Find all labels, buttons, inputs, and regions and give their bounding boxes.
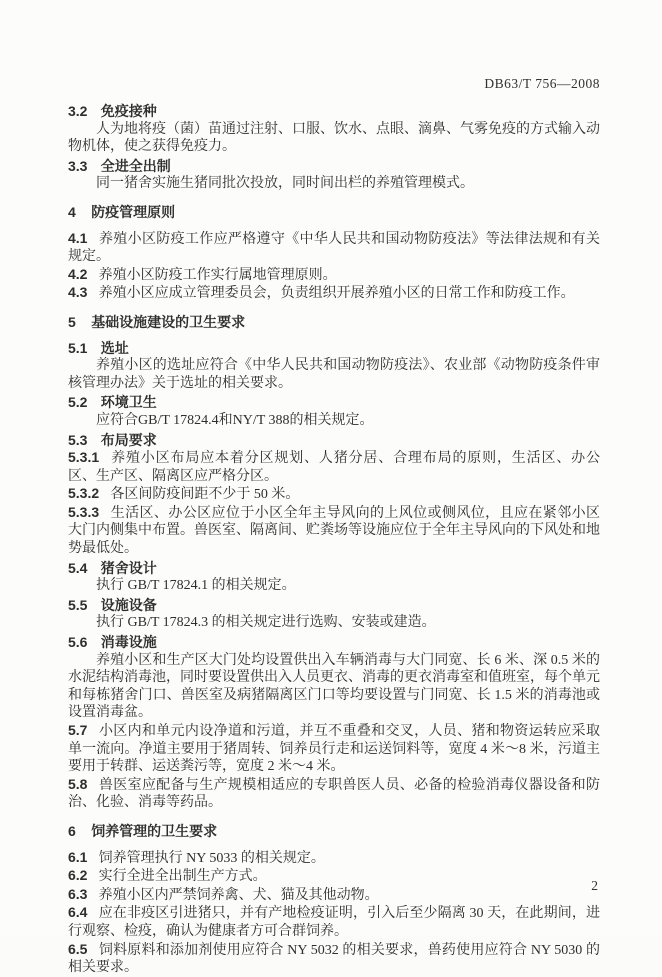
subheading-5-3: [68, 432, 600, 450]
clause-4-1: [68, 230, 600, 266]
subheading-title: 环境卫生: [100, 394, 157, 411]
subheading-5-5: [68, 597, 600, 615]
subheading-3-2: [68, 103, 600, 121]
clause-number: 6.4: [68, 904, 88, 921]
subheading-title: 布局要求: [100, 431, 157, 448]
clause-number: 4.1: [68, 229, 88, 246]
heading-6: [68, 823, 600, 841]
subheading-number: 3.3: [68, 157, 88, 174]
clause-text: 养殖小区应成立管理委员会，负责组织开展养殖小区的日常工作和防疫工作。: [98, 286, 575, 302]
subheading-3-3: [68, 158, 600, 176]
clause-text: 实行全进全出制生产方式。: [98, 869, 267, 885]
clause-5-3-2: [68, 485, 600, 504]
clause-5-8: [68, 776, 600, 812]
clause-4-2: [68, 266, 600, 285]
subheading-5-4: [68, 560, 600, 578]
clause-5-7: [68, 722, 600, 776]
clause-number: 5.3.1: [68, 449, 100, 466]
clause-number: 6.3: [68, 885, 88, 902]
heading-number: 4: [68, 203, 76, 220]
subheading-number: 5.1: [68, 339, 88, 356]
subheading-title: 猪舍设计: [100, 559, 157, 576]
subheading-number: 5.2: [68, 394, 88, 411]
subheading-number: 5.4: [68, 559, 88, 576]
clause-text: 兽医室应配备与生产规模相适应的专职兽医人员、必备的检验消毒仪器设备和防治、化验、消毒等药品。: [68, 777, 600, 811]
paragraph-5-5: 执行 GB/T 17824.3 的相关规定进行选购、安装或建造。: [96, 615, 436, 631]
clause-text: 小区内和单元内设净道和污道，并互不重叠和交叉，人员、猪和物资运转应采取单一流向。净道主要用于猪周转、饲养员行走和运送饲料等，宽度 4 米～8 米，污道主要用于转群、运送粪污等，宽度 2 米～4 米。: [68, 724, 600, 775]
clause-text: 各区间防疫间距不少于 50 米。: [110, 487, 300, 503]
subheading-title: 免疫接种: [100, 103, 157, 119]
subheading-title: 选址: [100, 339, 129, 356]
paragraph-3-3: 同一猪舍实施生猪同批次投放，同时间出栏的养殖管理模式。: [96, 176, 474, 192]
subheading-title: 全进全出制: [100, 157, 171, 174]
subheading-5-2: [68, 394, 600, 412]
clause-text: 养殖小区防疫工作实行属地管理原则。: [98, 267, 337, 283]
clause-6-4: [68, 904, 600, 940]
paragraph-5-1: 养殖小区的选址应符合《中华人民共和国动物防疫法》、农业部《动物防疫条件审核管理办法》关于选址的相关要求。: [68, 358, 600, 391]
clause-6-3: [68, 886, 600, 905]
clause-text: 养殖小区布局应本着分区规划、人猪分居、合理布局的原则，生活区、办公区、生产区、隔离区应严格分区。: [68, 451, 600, 484]
heading-title: 基础设施建设的卫生要求: [91, 313, 246, 330]
subheading-title: 消毒设施: [100, 634, 157, 651]
heading-number: 6: [68, 822, 76, 839]
clause-number: 6.2: [68, 867, 88, 884]
subheading-number: 5.3: [68, 431, 88, 448]
clause-6-2: [68, 867, 600, 886]
paragraph-3-2: 人为地将疫（菌）苗通过注射、口服、饮水、点眼、滴鼻、气雾免疫的方式输入动物机体，使之获得免疫力。: [68, 121, 600, 155]
heading-title: 防疫管理原则: [91, 203, 176, 220]
clause-5-3-1: [68, 449, 600, 485]
page-number: 2: [591, 878, 598, 893]
subheading-number: 5.6: [68, 634, 88, 651]
paragraph-5-6: 养殖小区和生产区大门处均设置供出入车辆消毒与大门同宽、长 6 米、深 0.5 米的水泥结构消毒池，同时要设置供出入人员更衣、消毒的更衣消毒室和值班室，每个单元和每栋猪舍门口、兽医室及病猪隔离区门口等均要设置与门同宽、长 1.5 米的消毒池或设置消毒盆。: [68, 652, 600, 721]
clause-text: 养殖小区内严禁饲养禽、犬、猫及其他动物。: [98, 887, 379, 903]
clause-number: 4.2: [68, 265, 88, 282]
standard-number-header: DB63/T 756—2008: [484, 76, 600, 91]
clause-number: 6.1: [68, 848, 88, 865]
subheading-5-6: [68, 634, 600, 652]
clause-5-3-3: [68, 504, 600, 558]
clause-number: 4.3: [68, 284, 88, 301]
clause-6-5: [68, 941, 600, 977]
paragraph-5-4: 执行 GB/T 17824.1 的相关规定。: [96, 578, 296, 594]
clause-text: 饲料原料和添加剂使用应符合 NY 5032 的相关要求，兽药使用应符合 NY 5030 的相关要求。: [68, 942, 600, 976]
clause-4-3: [68, 284, 600, 303]
clause-number: 6.5: [68, 940, 88, 957]
clause-text: 养殖小区防疫工作应严格遵守《中华人民共和国动物防疫法》等法律法规和有关规定。: [68, 231, 600, 265]
clause-text: 饲养管理执行 NY 5033 的相关规定。: [98, 850, 325, 866]
clause-number: 5.8: [68, 775, 88, 792]
heading-title: 饲养管理的卫生要求: [91, 822, 218, 839]
clause-6-1: [68, 849, 600, 868]
clause-number: 5.3.2: [68, 485, 100, 502]
clause-text: 应在非疫区引进猪只，并有产地检疫证明，引入后至少隔离 30 天，在此期间，进行观察、检疫，确认为健康者方可合群饲养。: [68, 906, 600, 939]
heading-5: [68, 314, 600, 332]
heading-4: [68, 204, 600, 222]
paragraph-5-2: 应符合GB/T 17824.4和NY/T 388的相关规定。: [96, 412, 374, 428]
clause-text: 生活区、办公区应位于小区全年主导风向的上风位或侧风位，且应在紧邻小区大门内侧集中布置。兽医室、隔离间、贮粪场等设施应位于全年主导风向的下风处和地势最低处。: [68, 505, 600, 557]
subheading-number: 3.2: [68, 103, 88, 119]
clause-number: 5.3.3: [68, 503, 100, 520]
clause-number: 5.7: [68, 722, 88, 738]
subheading-number: 5.5: [68, 596, 88, 613]
heading-number: 5: [68, 313, 76, 330]
subheading-title: 设施设备: [100, 596, 157, 613]
subheading-5-1: [68, 340, 600, 358]
